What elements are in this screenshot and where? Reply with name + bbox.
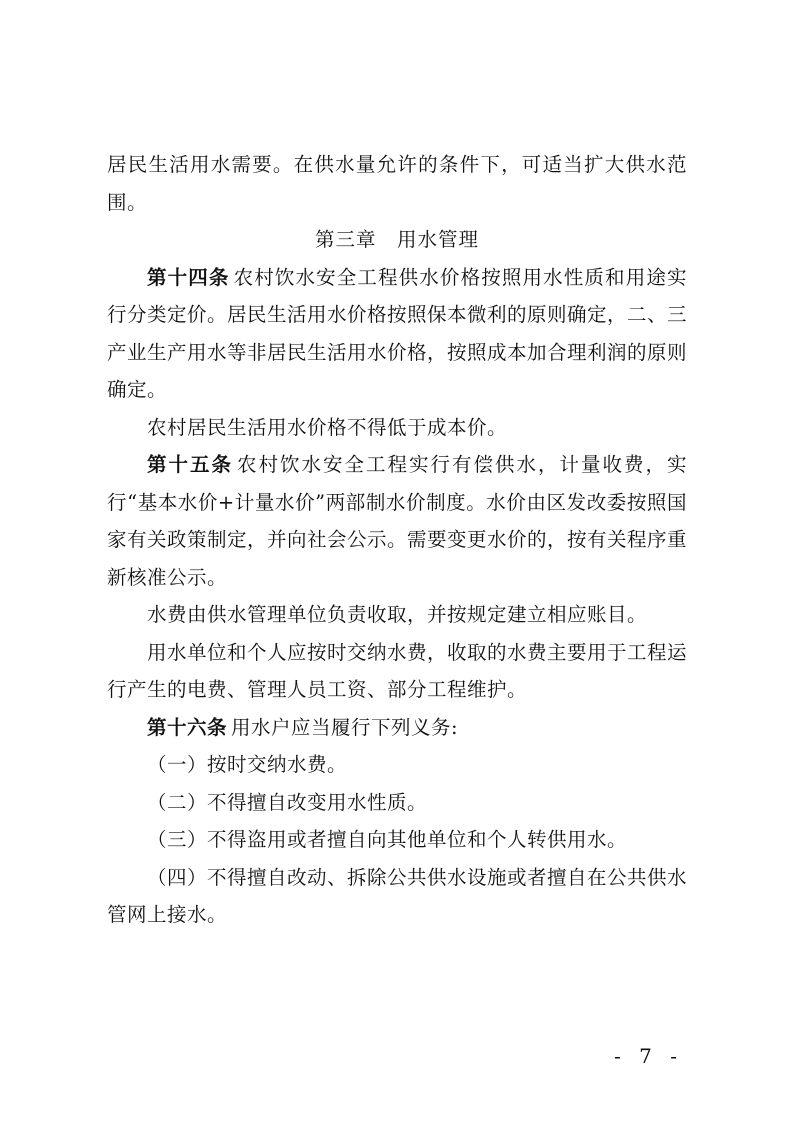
chapter-title: 第三章 用水管理 [314,228,479,251]
article-14-number: 第十四条 [147,265,230,289]
article-14-text: 农村饮水安全工程供水价格按照用水性质和用途实行分类定价。居民生活用水价格按照保本微利的原则确定，二、三产业生产用水等非居民生活用水价格，按照成本加合理利润的原则确定。 [107,265,688,401]
article-15 [107,446,687,596]
article-16-text: 用水户应当履行下列义务: [231,715,459,739]
list-item-3: （三）不得盗用或者擅自向其他单位和个人转供用水。 [147,828,628,851]
article-14 [107,259,687,409]
page-number: - 7 - [614,1044,683,1068]
paragraph-cost-price: 农村居民生活用水价格不得低于成本价。 [147,415,508,439]
article-16 [107,709,687,747]
article-15-number: 第十五条 [147,453,233,476]
article-15-text: 农村饮水安全工程实行有偿供水，计量收费，实行“基本水价+计量水价”两部制水价制度。水价由区发改委按照国家有关政策制定，并向社会公示。需要变更水价的，按有关程序重新核准公示。 [107,453,688,589]
article-16-number: 第十六条 [147,715,228,739]
paragraph-water-scope: 居民生活用水需要。在供水量允许的条件下，可适当扩大供水范围。 [107,153,687,214]
paragraph-fee-collection: 水费由供水管理单位负责收取，并按规定建立相应账目。 [147,603,648,626]
list-item-2: （二）不得擅自改变用水性质。 [147,790,428,814]
paragraph-fee-payment: 用水单位和个人应按时交纳水费，收取的水费主要用于工程运行产生的电费、管理人员工资、部分工程维护。 [107,640,688,701]
list-item-4: （四）不得擅自改动、拆除公共供水设施或者擅自在公共供水管网上接水。 [107,865,688,926]
document-body [107,146,687,934]
list-item-1: （一）按时交纳水费。 [147,753,348,776]
